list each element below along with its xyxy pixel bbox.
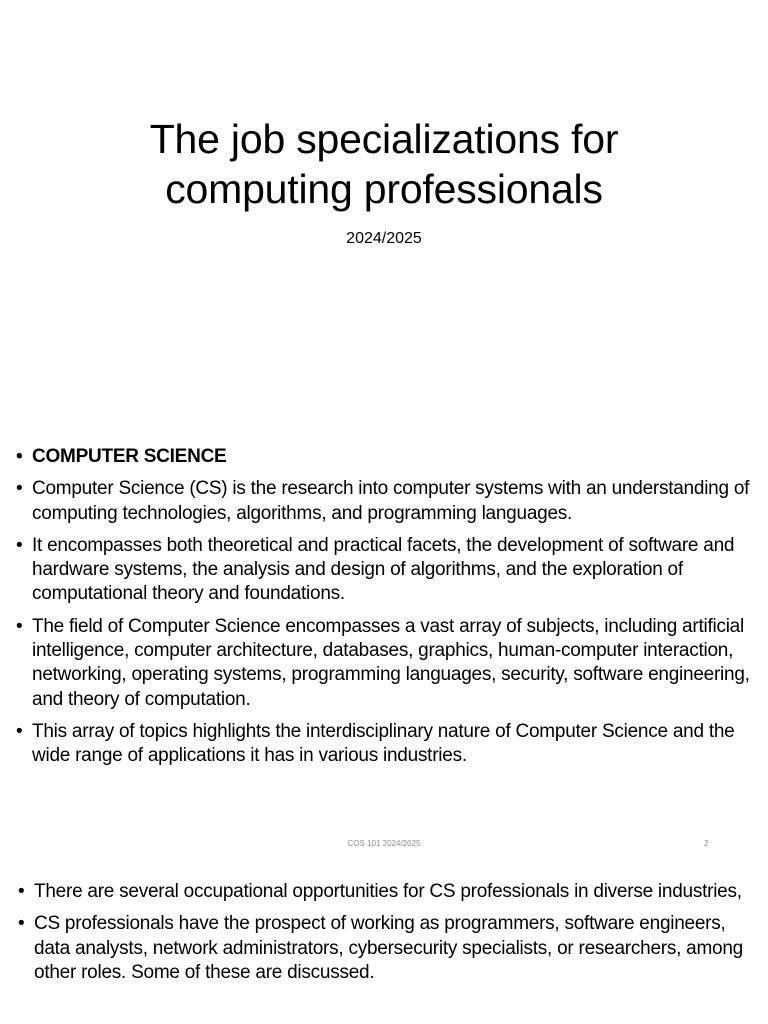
bullet-item: • The field of Computer Science encompasses a vast array of subjects, including artificial intelligence, computer architecture, databases, graphics, human-computer interaction, networking, operating systems, programming languages, security, software engineering, and theory of computation. — [16, 615, 756, 712]
bullet-item: • Computer Science (CS) is the research into computer systems with an understanding of computing technologies, algorithms, and programming languages. — [16, 477, 756, 526]
bullet-item: • This array of topics highlights the interdisciplinary nature of Computer Science and the wide range of applications it has in various industries. — [16, 720, 756, 769]
bullet-item: • It encompasses both theoretical and practical facets, the development of software and hardware systems, the analysis and design of algorithms, and the exploration of computational theory and foundations. — [16, 534, 756, 607]
content-slide — [0, 432, 768, 864]
bullet-heading: • COMPUTER SCIENCE — [16, 445, 756, 469]
slide-title — [60, 114, 708, 214]
bullet-item: • There are several occupational opportunities for CS professionals in diverse industries, — [18, 880, 758, 904]
bullet-item: • CS professionals have the prospect of working as programmers, software engineers, data analysts, network administrators, cybersecurity specialists, or researchers, among other roles. Some of these are discussed. — [18, 912, 758, 985]
next-slide — [0, 864, 768, 1024]
bullet-list — [18, 880, 758, 993]
footer-text: COS 101 2024/2025 — [347, 839, 421, 848]
slide-subtitle: 2024/2025 — [346, 230, 422, 247]
bullet-list — [16, 445, 756, 777]
title-slide — [0, 0, 768, 432]
page-number: 2 — [704, 839, 709, 848]
title-line-1: The job specializations for — [149, 116, 619, 162]
title-line-2: computing professionals — [165, 166, 603, 212]
